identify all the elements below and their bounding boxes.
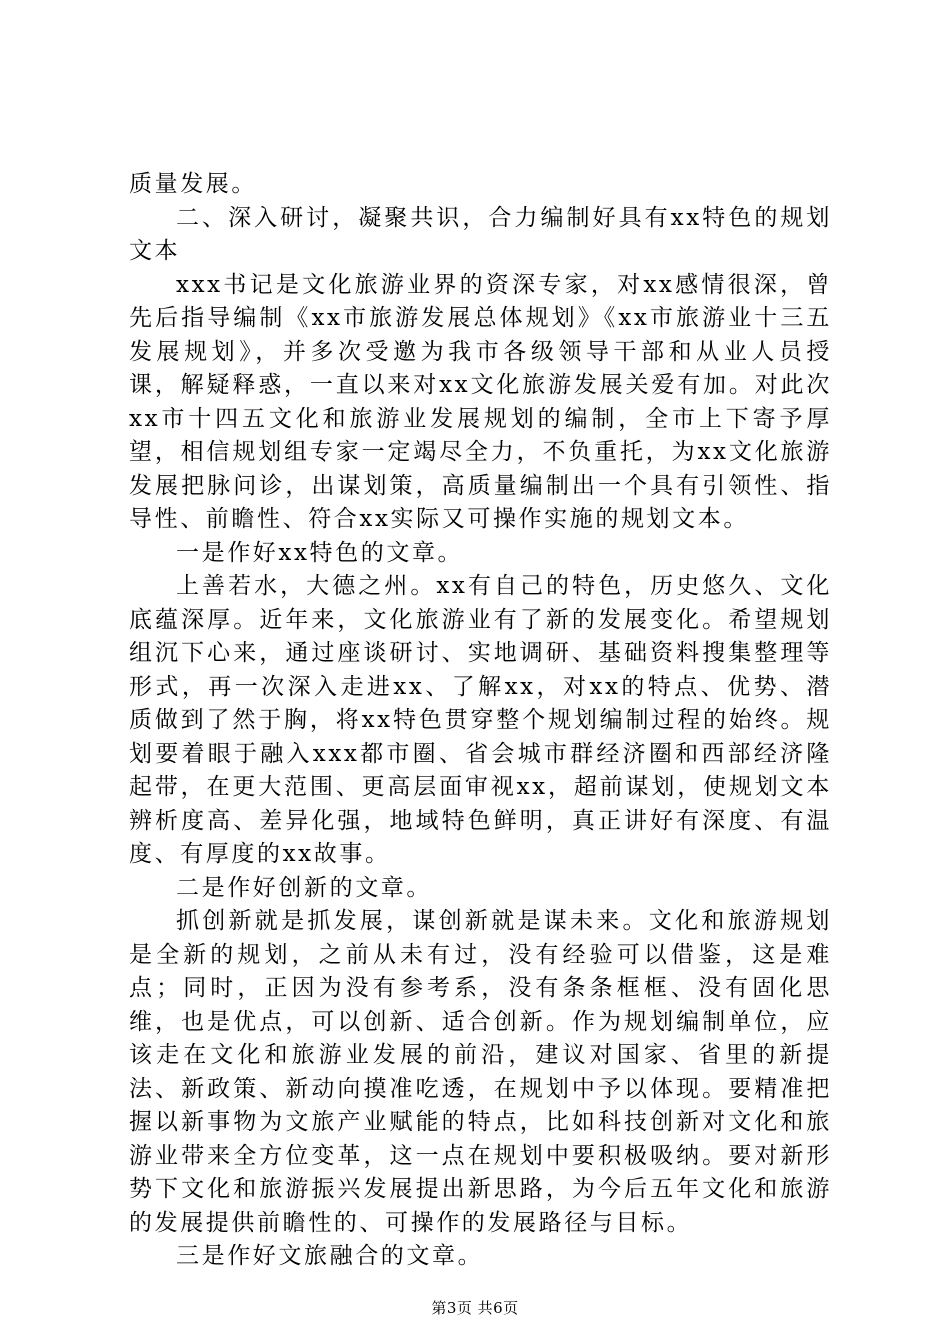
- section-heading: 二、深入研讨，凝聚共识，合力编制好具有xx特色的规划文本: [129, 204, 832, 264]
- subheading: 二是作好创新的文章。: [176, 874, 432, 901]
- paragraph: 上善若水，大德之州。xx有自己的特色，历史悠久、文化底蕴深厚。近年来，文化旅游业有了新的发展变化。希望规划组沉下心来，通过座谈研讨、实地调研、基础资料搜集整理等形式，再一次深入走进xx、了解xx，对xx的特点、优势、潜质做到了然于胸，将xx特色贯穿整个规划编制过程的始终。规划要着眼于融入xxx都市圈、省会城市群经济圈和西部经济隆起带，在更大范围、更高层面审视xx，超前谋划，使规划文本辨析度高、差异化强，地域特色鲜明，真正讲好有深度、有温度、有厚度的xx故事。: [129, 573, 832, 867]
- paragraph-continuation: 质量发展。: [129, 171, 257, 197]
- paragraph: xxx书记是文化旅游业界的资深专家，对xx感情很深，曾先后指导编制《xx市旅游发展总体规划》《xx市旅游业十三五发展规划》，并多次受邀为我市各级领导干部和从业人员授课，解疑释惑，一直以来对xx文化旅游发展关爱有加。对此次xx市十四五文化和旅游业发展规划的编制，全市上下寄予厚望，相信规划组专家一定竭尽全力，不负重托，为xx文化旅游发展把脉问诊，出谋划策，高质量编制出一个具有引领性、指导性、前瞻性、符合xx实际又可操作实施的规划文本。: [129, 271, 832, 532]
- subheading: 三是作好文旅融合的文章。: [176, 1243, 484, 1269]
- subheading: 一是作好xx特色的文章。: [176, 539, 464, 566]
- paragraph: 抓创新就是抓发展，谋创新就是谋未来。文化和旅游规划是全新的规划，之前从未有过，没有经验可以借鉴，这是难点；同时，正因为没有参考系，没有条条框框、没有固化思维，也是优点，可以创新、适合创新。作为规划编制单位，应该走在文化和旅游业发展的前沿，建议对国家、省里的新提法、新政策、新动向摸准吃透，在规划中予以体现。要精准把握以新事物为文旅产业赋能的特点，比如科技创新对文化和旅游业带来全方位变革，这一点在规划中要积极吸纳。要对新形势下文化和旅游振兴发展提出新思路，为今后五年文化和旅游的发展提供前瞻性的、可操作的发展路径与目标。: [129, 908, 832, 1236]
- document-body: [129, 168, 832, 1274]
- page-number-footer: 第3页 共6页: [431, 1299, 519, 1317]
